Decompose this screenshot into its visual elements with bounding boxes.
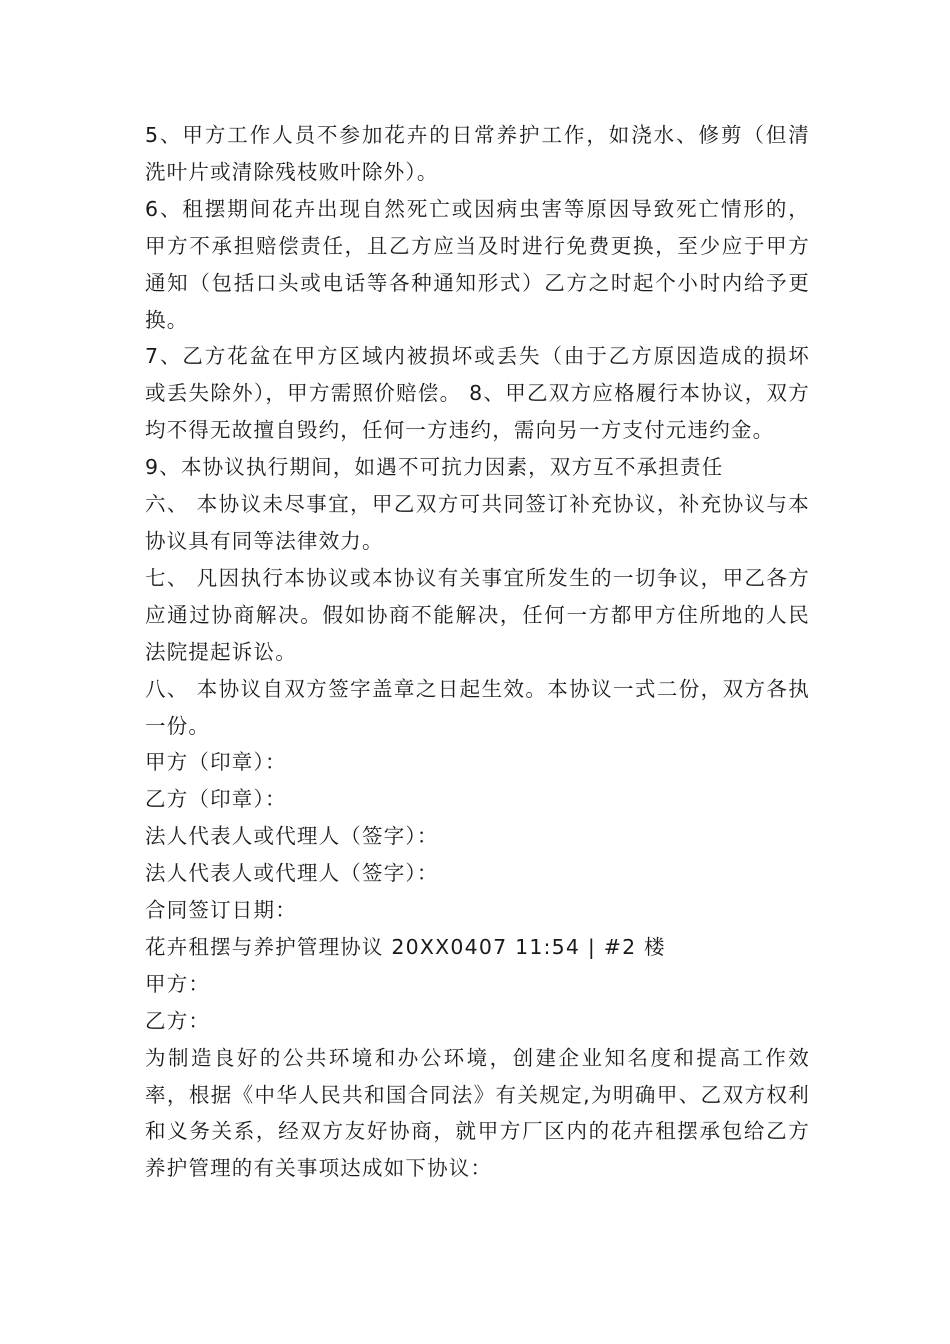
document-body bbox=[145, 117, 810, 1187]
paragraph-clause-7-8: 7、乙方花盆在甲方区域内被损坏或丢失（由于乙方原因造成的损坏或丢失除外），甲方需照价赔偿。 8、甲乙双方应格履行本协议，双方均不得无故擅自毁约，任何一方违约，需向另一方支付元违约金。 bbox=[145, 344, 810, 443]
representative-signature-line-a: 法人代表人或代理人（签字）： bbox=[145, 824, 439, 849]
preamble-paragraph: 为制造良好的公共环境和办公环境，创建企业知名度和提高工作效率，根据《中华人民共和国合同法》有关规定,为明确甲、乙双方权利和义务关系，经双方友好协商，就甲方厂区内的花卉租摆承包给乙方养护管理的有关事项达成如下协议： bbox=[145, 1045, 810, 1181]
party-b-seal-line: 乙方（印章）： bbox=[145, 787, 287, 812]
paragraph-clause-5: 5、甲方工作人员不参加花卉的日常养护工作，如浇水、修剪（但清洗叶片或清除残枝败叶除外）。 bbox=[145, 123, 810, 184]
representative-signature-line-b: 法人代表人或代理人（签字）： bbox=[145, 861, 439, 886]
party-b-line: 乙方： bbox=[145, 1008, 211, 1033]
party-a-seal-line: 甲方（印章）： bbox=[145, 750, 287, 775]
paragraph-clause-6: 6、租摆期间花卉出现自然死亡或因病虫害等原因导致死亡情形的，甲方不承担赔偿责任，且乙方应当及时进行免费更换，至少应于甲方通知（包括口头或电话等各种通知形式）乙方之时起个小时内给予更换。 bbox=[145, 196, 810, 332]
signing-date-line: 合同签订日期： bbox=[145, 898, 297, 923]
party-a-line: 甲方： bbox=[145, 971, 211, 996]
agreement-heading: 花卉租摆与养护管理协议 20XX0407 11:54 | #2 楼 bbox=[145, 934, 666, 959]
paragraph-section-8: 八、 本协议自双方签字盖章之日起生效。本协议一式二份，双方各执一份。 bbox=[145, 676, 810, 738]
paragraph-section-6: 六、 本协议未尽事宜，甲乙双方可共同签订补充协议，补充协议与本协议具有同等法律效力。 bbox=[145, 492, 810, 553]
paragraph-section-7: 七、 凡因执行本协议或本协议有关事宜所发生的一切争议，甲乙各方应通过协商解决。假如协商不能解决，任何一方都甲方住所地的人民法院提起诉讼。 bbox=[145, 565, 810, 664]
paragraph-clause-9: 9、本协议执行期间，如遇不可抗力因素，双方互不承担责任 bbox=[145, 455, 724, 480]
